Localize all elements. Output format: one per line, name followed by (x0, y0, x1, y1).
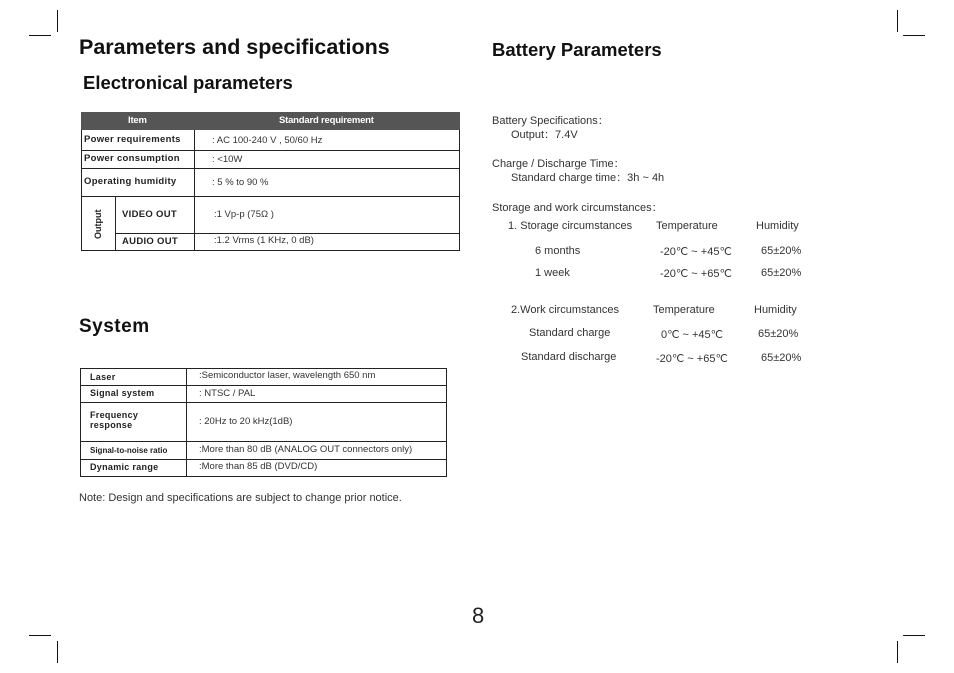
work-mode: Standard charge (529, 327, 611, 339)
col-divider (446, 368, 447, 477)
footnote: Note: Design and specifications are subject to change prior notice. (79, 492, 402, 504)
storage-label: Storage and work circumstances： (492, 202, 663, 214)
row-value: : AC 100-240 V , 50/60 Hz (212, 135, 323, 146)
electronical-heading: Electronical parameters (83, 72, 293, 93)
row-label: Power consumption (84, 153, 180, 164)
temperature-header: Temperature (653, 304, 715, 316)
row-divider (80, 441, 447, 442)
row-label: VIDEO OUT (122, 209, 177, 220)
storage-temp: -20℃ ~ +45℃ (660, 246, 732, 258)
row-divider (80, 368, 447, 369)
col-divider (186, 368, 187, 477)
row-label: Dynamic range (90, 462, 159, 472)
row-value: : NTSC / PAL (199, 388, 256, 399)
work-humidity: 65±20% (761, 352, 802, 364)
charge-time: Standard charge time：3h ~ 4h (511, 172, 665, 184)
charge-label: Charge / Discharge Time： (492, 158, 625, 170)
storage-period: 6 months (535, 245, 581, 257)
row-value: :1 Vp-p (75Ω ) (214, 209, 274, 220)
row-divider (81, 168, 460, 169)
row-label: Operating humidity (84, 176, 177, 187)
row-value: :More than 80 dB (ANALOG OUT connectors only) (199, 444, 413, 455)
col-divider (115, 196, 116, 251)
crop-mark (57, 10, 58, 32)
crop-mark (29, 35, 51, 36)
work-humidity: 65±20% (758, 328, 799, 340)
row-label: Signal-to-noise ratio (90, 446, 168, 455)
row-divider (81, 150, 460, 151)
battery-spec-label: Battery Specifications： (492, 115, 609, 127)
col-divider (81, 130, 82, 251)
col-divider (80, 368, 81, 477)
crop-mark (903, 35, 925, 36)
work-title: 2.Work circumstances (511, 304, 619, 316)
row-label: Frequency response (90, 410, 139, 430)
page-number: 8 (472, 603, 485, 628)
row-value: : 20Hz to 20 kHz(1dB) (199, 416, 293, 427)
row-label: Laser (90, 372, 116, 382)
work-mode: Standard discharge (521, 351, 617, 363)
storage-humidity: 65±20% (761, 267, 802, 279)
battery-output: Output：7.4V (511, 129, 578, 141)
row-divider (80, 459, 447, 460)
row-divider (81, 196, 460, 197)
row-value: :More than 85 dB (DVD/CD) (199, 461, 318, 472)
crop-mark (903, 635, 925, 636)
crop-mark (897, 641, 898, 663)
row-label: Signal system (90, 388, 155, 398)
row-label: AUDIO OUT (122, 236, 179, 247)
crop-mark (29, 635, 51, 636)
col-standard-header: Standard requirement (279, 115, 374, 126)
row-label: Power requirements (84, 134, 181, 145)
page-title: Parameters and specifications (79, 35, 390, 59)
row-divider (80, 402, 447, 403)
crop-mark (897, 10, 898, 32)
row-value: :1.2 Vrms (1 KHz, 0 dB) (214, 235, 314, 246)
system-table (80, 368, 447, 477)
row-divider (81, 250, 460, 251)
temperature-header: Temperature (656, 220, 718, 232)
col-item-header: Item (128, 115, 147, 126)
output-group-label: Output (93, 209, 103, 239)
row-value: : <10W (212, 154, 243, 165)
crop-mark (57, 641, 58, 663)
storage-period: 1 week (535, 267, 570, 279)
humidity-header: Humidity (756, 220, 799, 232)
row-divider (116, 233, 460, 234)
storage-title: 1. Storage circumstances (508, 220, 633, 232)
electronical-table (81, 112, 460, 251)
work-temp: -20℃ ~ +65℃ (656, 353, 728, 365)
storage-humidity: 65±20% (761, 245, 802, 257)
row-value: : 5 % to 90 % (212, 177, 269, 188)
row-divider (80, 385, 447, 386)
system-heading: System (79, 316, 150, 337)
col-divider (194, 130, 195, 251)
work-temp: 0℃ ~ +45℃ (661, 329, 724, 341)
table-header (81, 112, 460, 130)
humidity-header: Humidity (754, 304, 797, 316)
row-value: :Semiconductor laser, wavelength 650 nm (199, 370, 376, 381)
row-divider (80, 476, 447, 477)
storage-temp: -20℃ ~ +65℃ (660, 268, 732, 280)
col-divider (459, 130, 460, 251)
battery-heading: Battery Parameters (492, 39, 662, 60)
